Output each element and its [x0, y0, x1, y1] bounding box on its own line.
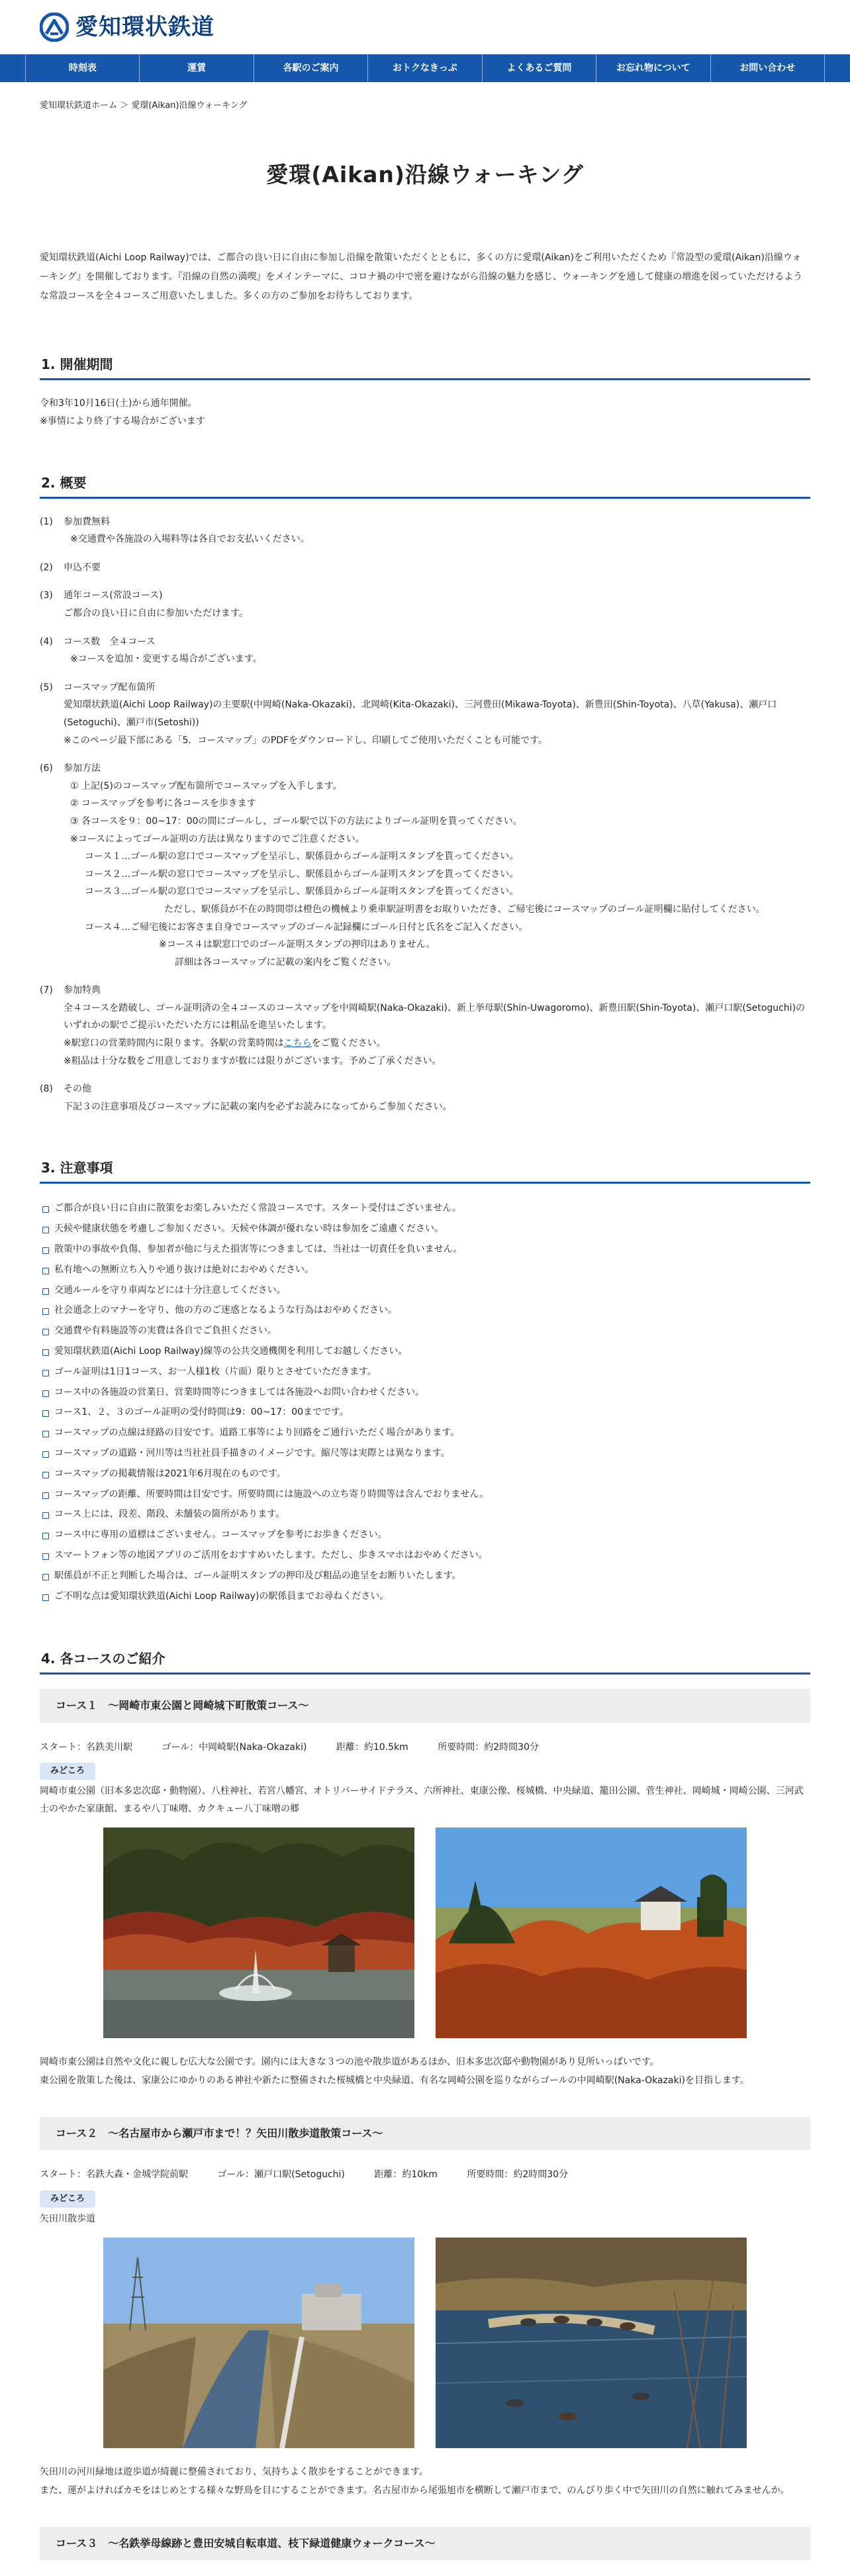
note-item: スマートフォン等の地図アプリのご活用をおすすめいたします。ただし、歩きスマホはおやめください。 — [40, 1545, 810, 1566]
note-item: 愛知環状鉄道(Aichi Loop Railway)線等の公共交通機関を利用してお越しください。 — [40, 1341, 810, 1362]
course-time: 所要時間：約2時間30分 — [467, 2169, 569, 2181]
overview-item — [40, 679, 810, 749]
other-text: 下記３の注意事項及びコースマップに記載の案内を必ずお読みになってからご参加ください。 — [64, 1101, 452, 1112]
overview-item-other — [40, 1080, 810, 1115]
note-item: ご都合が良い日に自由に散策をお楽しみいただく常設コースです。スタート受付はございません。 — [40, 1198, 810, 1219]
participation-step: ① 上記(5)のコースマップ配布箇所でコースマップを入手します。 — [70, 780, 342, 792]
note-item: ゴール証明は1日1コース、お一人様1枚（片面）限りとさせていただきます。 — [40, 1362, 810, 1382]
overview-item-participation — [40, 760, 810, 971]
note-item: コース中に専用の道標はございません。コースマップを参考にお歩きください。 — [40, 1525, 810, 1545]
overview-item-head: コース数 全４コース — [64, 636, 156, 647]
section-notes-body — [40, 1198, 810, 1606]
course-distance: 距離：約10.5km — [336, 1741, 408, 1753]
goal-method-course4-note: 詳細は各コースマップに記載の案内をご覧ください。 — [175, 956, 397, 968]
overview-item-head: 通年コース(常設コース) — [64, 590, 163, 601]
overview-item-num: (6) — [40, 763, 53, 774]
course-goal: ゴール：瀬戸口駅(Setoguchi) — [217, 2169, 345, 2181]
overview-item-num: (8) — [40, 1084, 53, 1095]
note-item: コースマップの点線は経路の目安です。道路工事等により回路をご通行いただく場合があります。 — [40, 1423, 810, 1443]
goal-method-course: コース３…ゴール駅の窓口でコースマップを呈示し、駅係員からゴール証明スタンプを貰ってください。 — [85, 886, 519, 898]
nav-stations[interactable]: 各駅のご案内 — [254, 54, 368, 82]
course-3-heading: コース３ ～名鉄挙母線跡と豊田安城自転車道、枝下緑道健康ウォークコース～ — [40, 2527, 810, 2560]
goal-method-course: コース４…ご帰宅後にお客さま自身でコースマップのゴール記録欄にゴール日付と氏名をご記入ください。 — [85, 921, 528, 933]
participation-step: ③ 各コースを９：00~17：00の間にゴールし、ゴール駅で以下の方法によりゴール証明を貰ってください。 — [70, 815, 522, 827]
note-item: 交通費や有料施設等の実費は各自でご負担ください。 — [40, 1321, 810, 1341]
overview-item-num: (7) — [40, 985, 53, 996]
overview-item-num: (5) — [40, 682, 53, 693]
course-1-info — [40, 1739, 810, 1757]
breadcrumb-sep: ＞ — [120, 101, 129, 111]
overview-item-line: 愛知環状鉄道(Aichi Loop Railway)の主要駅(中岡崎(Naka-Okazaki)、北岡崎(Kita-Okazaki)、三河豊田(Mikawa-Toyota)、新豊田(Shin-Toyota)、八草(Yakusa)、瀬戸口(Setoguchi)、瀬戸市(Setoshi)) — [64, 699, 777, 728]
highlights-badge: みどころ — [40, 1763, 95, 1780]
overview-item-line: ※交通費や各施設の入場料等は各自でお支払いください。 — [70, 534, 310, 545]
overview-item-head: 申込不要 — [64, 562, 101, 573]
nav-fare[interactable]: 運賃 — [140, 54, 254, 82]
course-1-description: 岡崎市東公園は自然や文化に親しむ広大な公園です。園内には大きな３つの池や散歩道があるほか、旧本多忠次邸や動物園があり見所いっぱいです。 東公園を散策した後は、家康公にゆかりのある神社や新たに整備された桜城橋と中央緑道、有名な岡崎公園を巡りながらゴールの中岡崎駅(Naka-Okazaki)を目指します。 — [40, 2056, 749, 2087]
overview-item-num: (1) — [40, 516, 53, 527]
benefit-text: 全４コースを踏破し、ゴール証明済の全４コースのコースマップを中岡崎駅(Naka-Okazaki)、新上挙母駅(Shin-Uwagoromo)、新豊田駅(Shin-Toyota)、瀬戸口駅(Setoguchi)のいずれかの駅でご提示いただいた方には粗品を進呈いたします。 — [64, 1002, 806, 1031]
course-2-photos — [40, 2238, 810, 2448]
note-item: 社会通念上のマナーを守り、他の方のご迷惑となるような行為はおやめください。 — [40, 1300, 810, 1321]
note-item: コースマップの距離、所要時間は目安です。所要時間には施設への立ち寄り時間等は含んでおりません。 — [40, 1484, 810, 1505]
overview-item — [40, 587, 810, 622]
overview-item-head: その他 — [64, 1084, 91, 1095]
overview-item-head: 参加費無料 — [64, 516, 110, 527]
site-header — [0, 0, 850, 54]
overview-item-num: (3) — [40, 590, 53, 601]
overview-item-line: ※コースを追加・変更する場合がございます。 — [70, 654, 262, 665]
section-overview-title: 2. 概要 — [40, 470, 810, 499]
note-item: ご不明な点は愛知環状鉄道(Aichi Loop Railway)の駅係員までお尋ねください。 — [40, 1586, 810, 1607]
course-2-heading: コース２ ～名古屋市から瀬戸市まで！？矢田川散歩道散策コース～ — [40, 2117, 810, 2150]
note-item: コース上には、段差、階段、未舗装の箇所があります。 — [40, 1504, 810, 1525]
course-time: 所要時間：約2時間30分 — [438, 1741, 539, 1753]
goal-method-course4-note: ※コース４は駅窓口でのゴール証明スタンプの押印はありません。 — [159, 939, 436, 951]
note-item: コース中の各施設の営業日、営業時間等につきましては各施設へお問い合わせください。 — [40, 1382, 810, 1403]
nav-timetable[interactable]: 時刻表 — [25, 54, 140, 82]
goal-method-course: コース１…ゴール駅の窓口でコースマップを呈示し、駅係員からゴール証明スタンプを貰ってください。 — [85, 851, 519, 862]
period-note: ※事情により終了する場合がございます — [40, 416, 205, 427]
photo-river-ducks — [436, 2238, 747, 2448]
overview-item-head: 参加方法 — [64, 763, 101, 774]
site-logo[interactable] — [40, 6, 214, 49]
global-nav — [0, 54, 850, 82]
section-overview-body — [40, 513, 810, 1116]
section-courses-body — [40, 1689, 810, 2560]
nav-tickets[interactable]: おトクなきっぷ — [368, 54, 482, 82]
participation-step: ② コースマップを参考に各コースを歩きます — [70, 798, 256, 809]
overview-item-line: ※このページ最下部にある「5．コースマップ」のPDFをダウンロードし、印刷してご使用いただくことも可能です。 — [64, 735, 547, 746]
period-line: 令和3年10月16日(土)から通年開催。 — [40, 398, 197, 409]
overview-item — [40, 633, 810, 668]
intro-text: 愛知環状鉄道(Aichi Loop Railway)では、ご都合の良い日に自由に参加し沿線を散策いただくとともに、多くの方に愛環(Aikan)をご利用いただくため『常設型の愛環(Aikan)沿線ウォーキング』を開催しております。『沿線の自然の満喫』をメインテーマに、コロナ禍の中で密を避けながら沿線の魅力を感じ、ウォーキングを通して健康の増進を図っていただけるような常設コースを全４コースご用意いたしました。多くの方のご参加をお待ちしております。 — [40, 252, 803, 301]
overview-item-line: ご都合の良い日に自由に参加いただけます。 — [64, 608, 248, 619]
note-item: コースマップの道路・河川等は当社社員手描きのイメージです。縮尺等は実際とは異なります。 — [40, 1443, 810, 1464]
course-goal: ゴール：中岡崎駅(Naka-Okazaki) — [162, 1741, 307, 1753]
note-item: 天候や健康状態を考慮しご参加ください。天候や体調が優れない時は参加をご遠慮ください。 — [40, 1219, 810, 1239]
course-2-spots: 矢田川散歩道 — [40, 2213, 95, 2224]
benefit-note: ※駅窓口の営業時間内に限ります。各駅の営業時間はこちらをご覧ください。 — [64, 1038, 386, 1049]
course-start: スタート：名鉄美川駅 — [40, 1741, 132, 1753]
course-2-info — [40, 2166, 810, 2184]
goal-method-course: コース２…ゴール駅の窓口でコースマップを呈示し、駅係員からゴール証明スタンプを貰ってください。 — [85, 868, 519, 880]
overview-item-num: (4) — [40, 636, 53, 647]
nav-faq[interactable]: よくあるご質問 — [483, 54, 596, 82]
main-content — [0, 248, 850, 2560]
overview-item-head: コースマップ配布箇所 — [64, 682, 156, 693]
note-item: 散策中の事故や負傷、参加者が他に与えた損害等につきましては、当社は一切責任を負いません。 — [40, 1239, 810, 1260]
section-period-body — [40, 395, 810, 430]
highlights-badge: みどころ — [40, 2190, 95, 2208]
course-distance: 距離：約10km — [374, 2169, 438, 2181]
goal-method-course3-note: ただし、駅係員が不在の時間帯は橙色の機械より乗車駅証明書をお取りいただき、ご帰宅後にコースマップのゴール証明欄に貼付してください。 — [164, 903, 765, 915]
overview-item — [40, 513, 810, 548]
note-item: 交通ルールを守り車両などには十分注意してください。 — [40, 1280, 810, 1301]
nav-contact[interactable]: お問い合わせ — [711, 54, 825, 82]
participation-note: ※コースによってゴール証明の方法は異なりますのでご注意ください。 — [70, 833, 365, 845]
note-item: コースマップの掲載情報は2021年6月現在のものです。 — [40, 1464, 810, 1484]
course-1-spots: 岡崎市東公園（旧本多忠次邸・動物園）、八柱神社、若宮八幡宮、オトリバーサイドテラス、六所神社、東康公像、桜城橋、中央緑道、籠田公園、菅生神社、岡崎城・岡崎公園、三河武士のやかた家康館、まるや八丁味噌、カクキュー八丁味噌の郷 — [40, 1786, 804, 1814]
notes-list — [40, 1198, 810, 1606]
overview-item-num: (2) — [40, 562, 53, 573]
photo-park-fountain — [103, 1828, 414, 2038]
logo-text: 愛知環状鉄道 — [75, 13, 214, 40]
course-2-description: 矢田川の河川緑地は遊歩道が綺麗に整備されており、気持ちよく散歩をすることができます。 また、運がよければカモをはじめとする様々な野鳥を目にすることができます。名古屋市から尾張旭市を横断して瀬戸市まで、のんびり歩く中で矢田川の自然に触れてみませんか。 — [40, 2466, 790, 2497]
overview-item-head: 参加特典 — [64, 985, 101, 996]
course-1-heading: コース１ ～岡崎市東公園と岡崎城下町散策コース～ — [40, 1689, 810, 1722]
overview-item-benefit — [40, 982, 810, 1070]
station-hours-link[interactable]: こちら — [283, 1038, 312, 1049]
breadcrumb — [0, 82, 850, 115]
note-item: 駅係員が不正と判断した場合は、ゴール証明スタンプの押印及び粗品の進呈をお断りいたします。 — [40, 1566, 810, 1586]
section-period-title: 1. 開催期間 — [40, 352, 810, 380]
section-notes-title: 3. 注意事項 — [40, 1155, 810, 1184]
photo-river-path — [103, 2238, 414, 2448]
breadcrumb-home[interactable]: 愛知環状鉄道ホーム — [40, 101, 118, 111]
nav-lost-items[interactable]: お忘れ物について — [596, 54, 710, 82]
benefit-note: ※粗品は十分な数をご用意しておりますが数には限りがございます。予めご了承ください。 — [64, 1055, 442, 1066]
note-item: 私有地への無断立ち入りや通り抜けは絶対におやめください。 — [40, 1260, 810, 1280]
section-courses-title: 4. 各コースのご紹介 — [40, 1646, 810, 1674]
course-1-photos — [40, 1828, 810, 2038]
note-item: コース1、２、３のゴール証明の受付時間は9：00~17：00までです。 — [40, 1402, 810, 1423]
logo-mark-icon — [40, 13, 69, 42]
course-start: スタート：名鉄大森・金城学院前駅 — [40, 2169, 188, 2181]
photo-park-building — [436, 1828, 747, 2038]
page-title: 愛環(Aikan)沿線ウォーキング — [266, 161, 584, 187]
overview-item — [40, 559, 810, 577]
breadcrumb-current: 愛環(Aikan)沿線ウォーキング — [131, 101, 248, 111]
